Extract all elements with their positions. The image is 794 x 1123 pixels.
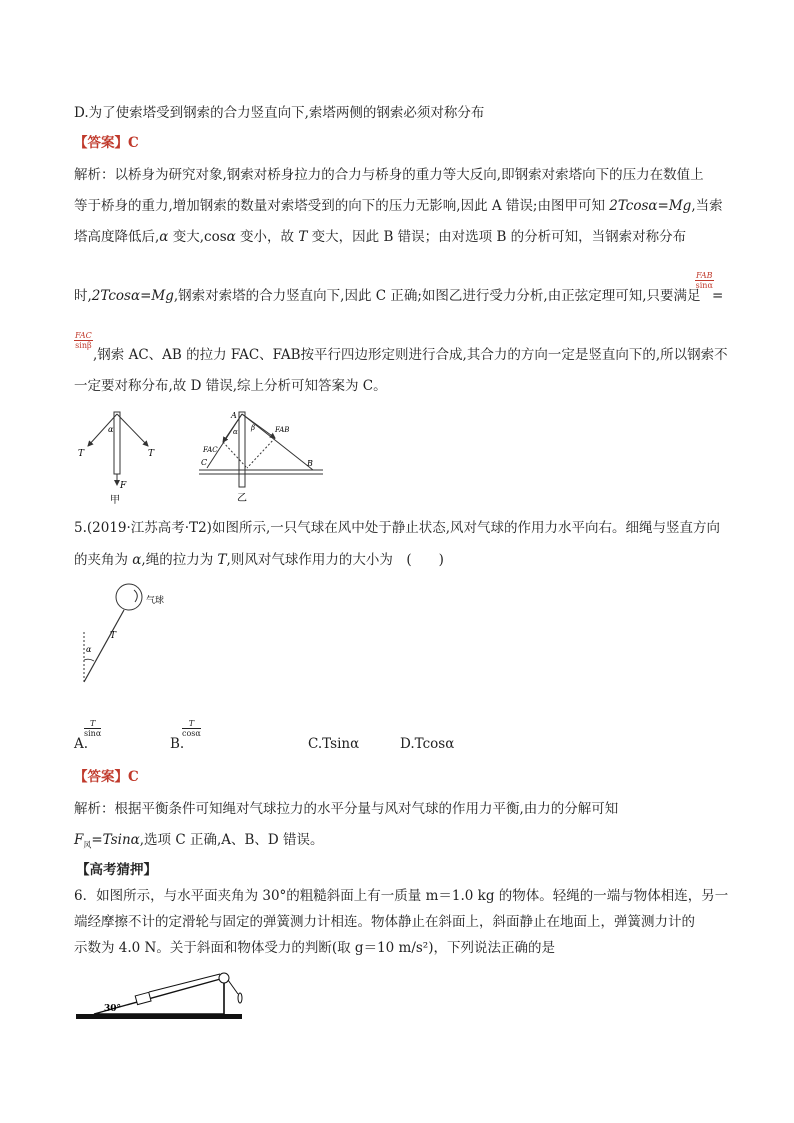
label-c: C	[201, 458, 208, 467]
q4-explanation-line5: ,钢索 AC、AB 的拉力 FAC、FAB按平行四边形定则进行合成,其合力的方向一定是竖直向下的,所以钢索不	[93, 347, 728, 363]
q4-explanation-line6: 一定要对称分布,故 D 错误,综上分析可知答案为 C。	[74, 378, 387, 394]
q5-stem-line1: 5.(2019·江苏高考·T2)如图所示,一只气球在风中处于静止状态,风对气球的作用力水平向右。细绳与竖直方向	[74, 520, 721, 536]
q4-answer: 【答案】C	[74, 135, 139, 151]
option-b-prefix: B.	[170, 736, 185, 752]
q4-explanation-line4	[74, 286, 700, 306]
option-d: D.为了使索塔受到钢索的合力竖直向下,索塔两侧的钢索必须对称分布	[74, 105, 485, 121]
text: 塔高度降低后,	[74, 229, 160, 245]
rope-t-label: T	[110, 631, 117, 641]
section-title: 【高考猜押】	[76, 862, 157, 878]
balloon-figure	[74, 582, 174, 688]
q5-explanation-line1: 解析：根据平衡条件可知绳对气球拉力的水平分量与风对气球的作用力平衡,由力的分解可知	[74, 801, 619, 817]
label-t-right: T	[148, 449, 155, 459]
label-t-left: T	[78, 449, 85, 459]
option-c: C.Tsinα	[308, 736, 360, 752]
label-jia: 甲	[110, 495, 120, 505]
text: ,则风对气球作用力的大小为 ( )	[226, 552, 444, 568]
q5-answer: 【答案】C	[74, 769, 139, 785]
label-a: A	[231, 411, 237, 420]
text: 时,	[74, 288, 92, 304]
angle-label: 30°	[104, 1004, 122, 1014]
frac-den: sinα	[84, 729, 102, 738]
label-yi: 乙	[237, 493, 247, 504]
text: ,当索	[691, 198, 723, 214]
q4-explanation-line1: 解析：以桥身为研究对象,钢索对桥身拉力的合力与桥身的重力等大反向,即钢索对索塔向下的压力在数值上	[74, 167, 704, 183]
q6-stem-line3: 示数为 4.0 N。关于斜面和物体受力的判断(取 g＝10 m/s²)，下列说法正确的是	[74, 940, 555, 956]
frac-den: cosα	[182, 729, 201, 738]
text: 变大,cos	[168, 229, 227, 245]
balloon-label: 气球	[146, 596, 165, 606]
q5-stem-line2	[74, 550, 444, 570]
q5-explanation-line2	[74, 830, 324, 856]
formula: 2Tcosα=Mg	[91, 288, 174, 304]
formula: 2Tcosα=Mg	[609, 198, 692, 214]
label-fac: FAC	[203, 446, 218, 454]
symbol: F	[74, 832, 84, 848]
symbol: α	[159, 229, 169, 245]
text: 变大，因此 B 错误；由对选项 B 的分析可知，当钢索对称分布	[307, 229, 687, 245]
q4-explanation-line2	[74, 196, 723, 216]
q6-stem-line1: 6．如图所示，与水平面夹角为 30°的粗糙斜面上有一质量 m＝1.0 kg 的物体。轻绳的一端与物体相连，另一	[74, 888, 729, 904]
label-alpha2: α	[233, 428, 238, 436]
symbol: T	[298, 229, 308, 245]
option-b-fraction	[182, 718, 201, 738]
formula: =Tsinα	[91, 832, 140, 848]
equals-sign: =	[712, 288, 724, 304]
text: ,选项 C 正确,A、B、D 错误。	[139, 832, 324, 848]
option-a-prefix: A.	[74, 736, 89, 752]
frac-num: T	[182, 719, 201, 729]
symbol: T	[217, 552, 227, 568]
label-alpha: α	[108, 425, 114, 434]
q6-stem-line2: 端经摩擦不计的定滑轮与固定的弹簧测力计相连。物体静止在斜面上，斜面静止在地面上，弹簧测力计的	[74, 914, 695, 930]
text: ,绳的拉力为	[141, 552, 218, 568]
frac-num: T	[84, 719, 101, 729]
text: 的夹角为	[74, 552, 133, 568]
frac-den: sinα	[695, 281, 713, 290]
subscript: 风	[83, 840, 92, 850]
text: ,钢索对索塔的合力竖直向下,因此 C 正确;如图乙进行受力分析,由正弦定理可知,只要满足	[173, 288, 701, 304]
text: 变小，故	[235, 229, 299, 245]
symbol: α	[226, 229, 236, 245]
frac-num: FAB	[696, 271, 713, 280]
text: 等于桥身的重力,增加钢索的数量对索塔受到的向下的压力无影响,因此 A 错误;由图甲可知	[74, 198, 610, 214]
frac-num: FAC	[75, 331, 92, 340]
figure-yi	[195, 410, 325, 505]
label-f: F	[120, 481, 127, 491]
label-fab: FAB	[275, 426, 290, 434]
fraction-fab-sinalpha	[695, 270, 714, 290]
rope-alpha-label: α	[86, 645, 92, 654]
symbol: α	[132, 552, 142, 568]
option-d-q5: D.Tcosα	[400, 736, 455, 752]
label-beta: β	[251, 424, 256, 432]
label-b: B	[307, 459, 313, 468]
frac-den: sinβ	[75, 341, 92, 350]
incline-figure	[74, 966, 244, 1024]
q4-explanation-line3	[74, 227, 686, 247]
option-a-fraction	[84, 718, 101, 738]
figure-jia	[70, 410, 170, 505]
fraction-fac-sinbeta	[74, 330, 93, 350]
